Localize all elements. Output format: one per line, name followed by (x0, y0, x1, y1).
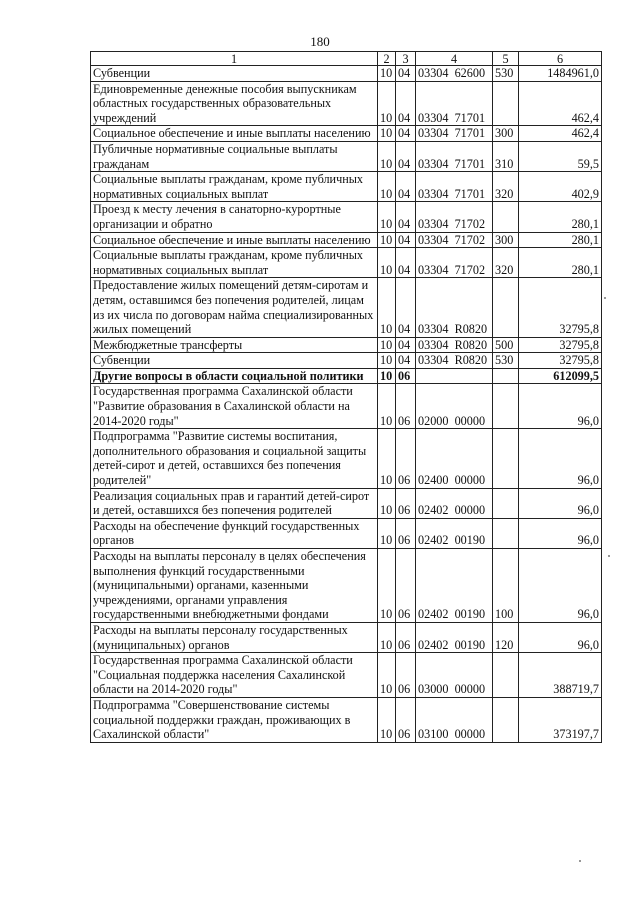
row-amount: 462,4 (519, 126, 602, 142)
row-amount: 32795,8 (519, 353, 602, 369)
row-name: Социальные выплаты гражданам, кроме публичных нормативных социальных выплат (91, 172, 378, 202)
row-target-code: 03304 71702 (416, 248, 493, 278)
row-expense-type: 120 (493, 622, 519, 652)
row-target-code: 02402 00190 (416, 622, 493, 652)
row-section: 10 (378, 653, 396, 698)
row-expense-type: 100 (493, 549, 519, 623)
row-target-code: 03304 R0820 (416, 353, 493, 369)
row-amount: 373197,7 (519, 697, 602, 742)
table-row (91, 126, 602, 142)
row-amount: 388719,7 (519, 653, 602, 698)
row-amount: 96,0 (519, 549, 602, 623)
row-name: Единовременные денежные пособия выпускникам областных государственных образовательных учреждений (91, 81, 378, 126)
table-row (91, 488, 602, 518)
row-section: 10 (378, 429, 396, 488)
table-row (91, 202, 602, 232)
row-amount: 462,4 (519, 81, 602, 126)
row-target-code (416, 368, 493, 384)
header-col-section: 2 (378, 52, 396, 66)
row-name: Государственная программа Сахалинской области "Развитие образования в Сахалинской области на 2014-2020 годы" (91, 384, 378, 429)
table-row (91, 248, 602, 278)
row-name: Подпрограмма "Развитие системы воспитания, дополнительного образования и социальной защиты детей-сирот и детей, оставшихся без попечения родителей" (91, 429, 378, 488)
row-expense-type (493, 518, 519, 548)
row-name: Социальное обеспечение и иные выплаты населению (91, 232, 378, 248)
row-subsection: 06 (396, 653, 416, 698)
scan-speck (604, 297, 606, 299)
row-subsection: 06 (396, 488, 416, 518)
row-target-code: 03304 62600 (416, 66, 493, 82)
row-target-code: 03304 71702 (416, 232, 493, 248)
row-amount: 96,0 (519, 488, 602, 518)
table-row (91, 232, 602, 248)
row-section: 10 (378, 488, 396, 518)
row-amount: 32795,8 (519, 278, 602, 337)
row-target-code: 02400 00000 (416, 429, 493, 488)
row-target-code: 02402 00000 (416, 488, 493, 518)
table-row (91, 622, 602, 652)
scan-speck (579, 860, 581, 862)
row-amount: 96,0 (519, 429, 602, 488)
row-section: 10 (378, 278, 396, 337)
header-col-amount: 6 (519, 52, 602, 66)
row-section: 10 (378, 518, 396, 548)
row-name: Предоставление жилых помещений детям-сиротам и детям, оставшимся без попечения родителей, лицам из их числа по договорам найма специализированных жилых помещений (91, 278, 378, 337)
table-row (91, 81, 602, 126)
row-subsection: 06 (396, 622, 416, 652)
header-col-subsection: 3 (396, 52, 416, 66)
scan-speck (608, 555, 610, 557)
row-name: Субвенции (91, 66, 378, 82)
row-expense-type (493, 488, 519, 518)
row-expense-type (493, 81, 519, 126)
row-expense-type: 500 (493, 337, 519, 353)
row-expense-type: 300 (493, 126, 519, 142)
row-expense-type (493, 653, 519, 698)
row-expense-type (493, 368, 519, 384)
row-name: Расходы на выплаты персоналу в целях обеспечения выполнения функций государственными (муниципальными) органами, казенными учреждениями, органами управления государственными внебюджетными фондами (91, 549, 378, 623)
row-name: Расходы на обеспечение функций государственных органов (91, 518, 378, 548)
row-target-code: 03304 71701 (416, 126, 493, 142)
row-target-code: 03304 71702 (416, 202, 493, 232)
row-expense-type: 530 (493, 66, 519, 82)
row-section: 10 (378, 337, 396, 353)
row-subsection: 04 (396, 66, 416, 82)
row-target-code: 03304 71701 (416, 81, 493, 126)
row-subsection: 04 (396, 81, 416, 126)
row-section: 10 (378, 141, 396, 171)
table-row (91, 549, 602, 623)
table-row (91, 384, 602, 429)
row-subsection: 04 (396, 353, 416, 369)
row-expense-type: 320 (493, 172, 519, 202)
row-subsection: 06 (396, 384, 416, 429)
row-section: 10 (378, 172, 396, 202)
row-expense-type (493, 697, 519, 742)
row-subsection: 06 (396, 697, 416, 742)
row-subsection: 04 (396, 278, 416, 337)
row-section: 10 (378, 353, 396, 369)
row-section: 10 (378, 549, 396, 623)
row-subsection: 04 (396, 172, 416, 202)
row-target-code: 03304 71701 (416, 141, 493, 171)
page-number: 180 (310, 34, 330, 49)
row-subsection: 04 (396, 141, 416, 171)
row-name: Реализация социальных прав и гарантий детей-сирот и детей, оставшихся без попечения родителей (91, 488, 378, 518)
row-amount: 32795,8 (519, 337, 602, 353)
table-row (91, 697, 602, 742)
header-col-expense-type: 5 (493, 52, 519, 66)
row-subsection: 04 (396, 232, 416, 248)
row-expense-type (493, 202, 519, 232)
table-row (91, 66, 602, 82)
row-section: 10 (378, 697, 396, 742)
table-row (91, 429, 602, 488)
row-amount: 280,1 (519, 232, 602, 248)
header-col-name: 1 (91, 52, 378, 66)
table-body (91, 66, 602, 743)
row-name: Государственная программа Сахалинской области "Социальная поддержка населения Сахалинской области на 2014-2020 годы" (91, 653, 378, 698)
row-target-code: 03304 71701 (416, 172, 493, 202)
row-amount: 1484961,0 (519, 66, 602, 82)
row-section: 10 (378, 368, 396, 384)
row-expense-type (493, 429, 519, 488)
row-section: 10 (378, 232, 396, 248)
row-section: 10 (378, 248, 396, 278)
row-expense-type: 320 (493, 248, 519, 278)
table-header-row (91, 52, 602, 66)
row-section: 10 (378, 202, 396, 232)
row-subsection: 04 (396, 126, 416, 142)
row-amount: 59,5 (519, 141, 602, 171)
row-amount: 96,0 (519, 622, 602, 652)
table-row (91, 353, 602, 369)
row-target-code: 02402 00190 (416, 518, 493, 548)
row-amount: 96,0 (519, 518, 602, 548)
row-target-code: 02000 00000 (416, 384, 493, 429)
row-target-code: 02402 00190 (416, 549, 493, 623)
table-row (91, 141, 602, 171)
row-expense-type: 310 (493, 141, 519, 171)
budget-table (90, 51, 602, 743)
row-subsection: 04 (396, 202, 416, 232)
row-subsection: 04 (396, 248, 416, 278)
row-amount: 96,0 (519, 384, 602, 429)
row-name: Другие вопросы в области социальной политики (91, 368, 378, 384)
row-section: 10 (378, 126, 396, 142)
row-target-code: 03000 00000 (416, 653, 493, 698)
row-expense-type (493, 384, 519, 429)
row-name: Публичные нормативные социальные выплаты гражданам (91, 141, 378, 171)
row-amount: 280,1 (519, 248, 602, 278)
row-expense-type (493, 278, 519, 337)
row-amount: 280,1 (519, 202, 602, 232)
row-target-code: 03304 R0820 (416, 278, 493, 337)
row-section: 10 (378, 622, 396, 652)
row-subsection: 04 (396, 337, 416, 353)
table-row (91, 172, 602, 202)
row-subsection: 06 (396, 549, 416, 623)
row-name: Социальное обеспечение и иные выплаты населению (91, 126, 378, 142)
table-row (91, 278, 602, 337)
row-expense-type: 300 (493, 232, 519, 248)
row-subsection: 06 (396, 368, 416, 384)
row-target-code: 03304 R0820 (416, 337, 493, 353)
row-subsection: 06 (396, 518, 416, 548)
row-name: Межбюджетные трансферты (91, 337, 378, 353)
row-name: Субвенции (91, 353, 378, 369)
row-amount: 612099,5 (519, 368, 602, 384)
table-row (91, 337, 602, 353)
header-col-target-code: 4 (416, 52, 493, 66)
row-section: 10 (378, 81, 396, 126)
row-name: Проезд к месту лечения в санаторно-курортные организации и обратно (91, 202, 378, 232)
row-expense-type: 530 (493, 353, 519, 369)
row-name: Подпрограмма "Совершенствование системы социальной поддержки граждан, проживающих в Сахалинской области" (91, 697, 378, 742)
table-row (91, 368, 602, 384)
row-subsection: 06 (396, 429, 416, 488)
row-section: 10 (378, 66, 396, 82)
table-row (91, 518, 602, 548)
row-amount: 402,9 (519, 172, 602, 202)
row-section: 10 (378, 384, 396, 429)
row-name: Расходы на выплаты персоналу государственных (муниципальных) органов (91, 622, 378, 652)
table-row (91, 653, 602, 698)
row-name: Социальные выплаты гражданам, кроме публичных нормативных социальных выплат (91, 248, 378, 278)
row-target-code: 03100 00000 (416, 697, 493, 742)
